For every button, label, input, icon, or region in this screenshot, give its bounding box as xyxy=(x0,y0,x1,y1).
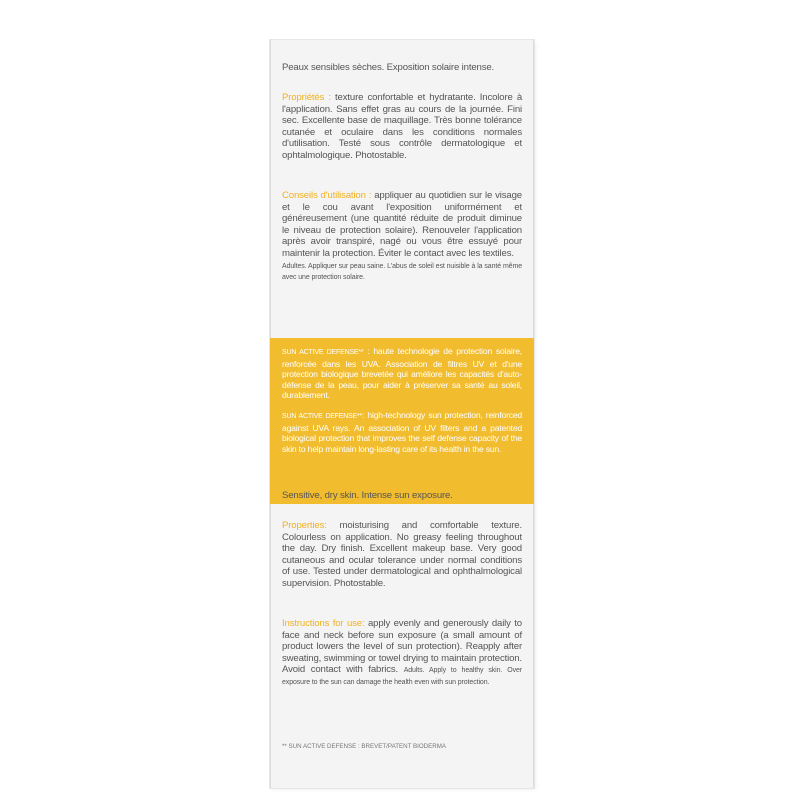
band-fr-tag: SUN ACTIVE DEFENSE** xyxy=(282,349,364,356)
en-usage-small: Adults. Apply to healthy skin. Over exposure to the sun can damage the health even with sun protection. xyxy=(282,667,522,686)
band-fr-text xyxy=(282,346,522,401)
fr-usage-text: appliquer au quotidien sur le visage et le cou avant l'exposition uniformément et généreusement (une quantité réduite de produit diminue le niveau de protection solaire). Renouveler l'application après avoir transpiré, nagé ou vous être essuyé pour maintenir la protection. Éviter le contact avec les textiles. xyxy=(282,190,522,259)
en-usage-text: apply evenly and generously daily to face and neck before sun exposure (a small amount of product lowers the level of sun protection). Reapply after sweating, swimming or towel drying to maintain protection. Avoid contact with fabrics. xyxy=(282,618,522,676)
fr-usage-small: Adultes. Appliquer sur peau saine. L'abus de soleil est nuisible à la santé même avec une protection solaire. xyxy=(282,262,522,282)
en-properties-label: Properties: xyxy=(282,520,327,531)
fr-properties xyxy=(282,92,522,162)
en-intro: Sensitive, dry skin. Intense sun exposure. xyxy=(282,490,453,501)
band-en-tag: SUN ACTIVE DEFENSE** xyxy=(282,413,363,420)
band-fr-body: : haute technologie de protection solaire, renforcée dans les UVA. Association de filtres UV et d'une protection biologique brevetée qui améliore les capacités d'auto-défense de la peau, pour aider à préserver sa santé au soleil, durablement. xyxy=(282,346,522,401)
band-en-body: : high-technology sun protection, reinforced against UVA rays. An association of UV filters and a patented biological protection that improves the self defense capacity of the skin to help maintain long-lasting care of its health in the sun. xyxy=(282,410,522,454)
product-box-side-panel xyxy=(270,40,534,788)
fr-usage xyxy=(282,190,522,283)
fr-properties-label: Propriétés : xyxy=(282,92,331,103)
patent-footnote: ** SUN ACTIVE DEFENSE : BREVET/PATENT BIODERMA xyxy=(282,743,446,750)
sun-active-defense-band xyxy=(270,338,534,504)
en-properties xyxy=(282,520,522,590)
en-properties-text: moisturising and comfortable texture. Colourless on application. No greasy feeling throughout the day. Dry finish. Excellent makeup base. Very good cutaneous and ocular tolerance under normal conditions of use. Tested under dermatological and ophthalmological supervision. Photostable. xyxy=(282,520,522,589)
fr-properties-text: texture confortable et hydratante. Incolore à l'application. Sans effet gras au cours de la journée. Fini sec. Excellente base de maquillage. Très bonne tolérance cutanée et oculaire dans les conditions normales d'utilisation. Testé sous contrôle dermatologique et ophtalmologique. Photostable. xyxy=(282,92,522,161)
fr-intro: Peaux sensibles sèches. Exposition solaire intense. xyxy=(282,62,495,73)
en-usage-label: Instructions for use: xyxy=(282,618,365,629)
band-en-text xyxy=(282,410,522,454)
en-usage xyxy=(282,618,522,688)
fr-usage-label: Conseils d'utilisation : xyxy=(282,190,372,201)
